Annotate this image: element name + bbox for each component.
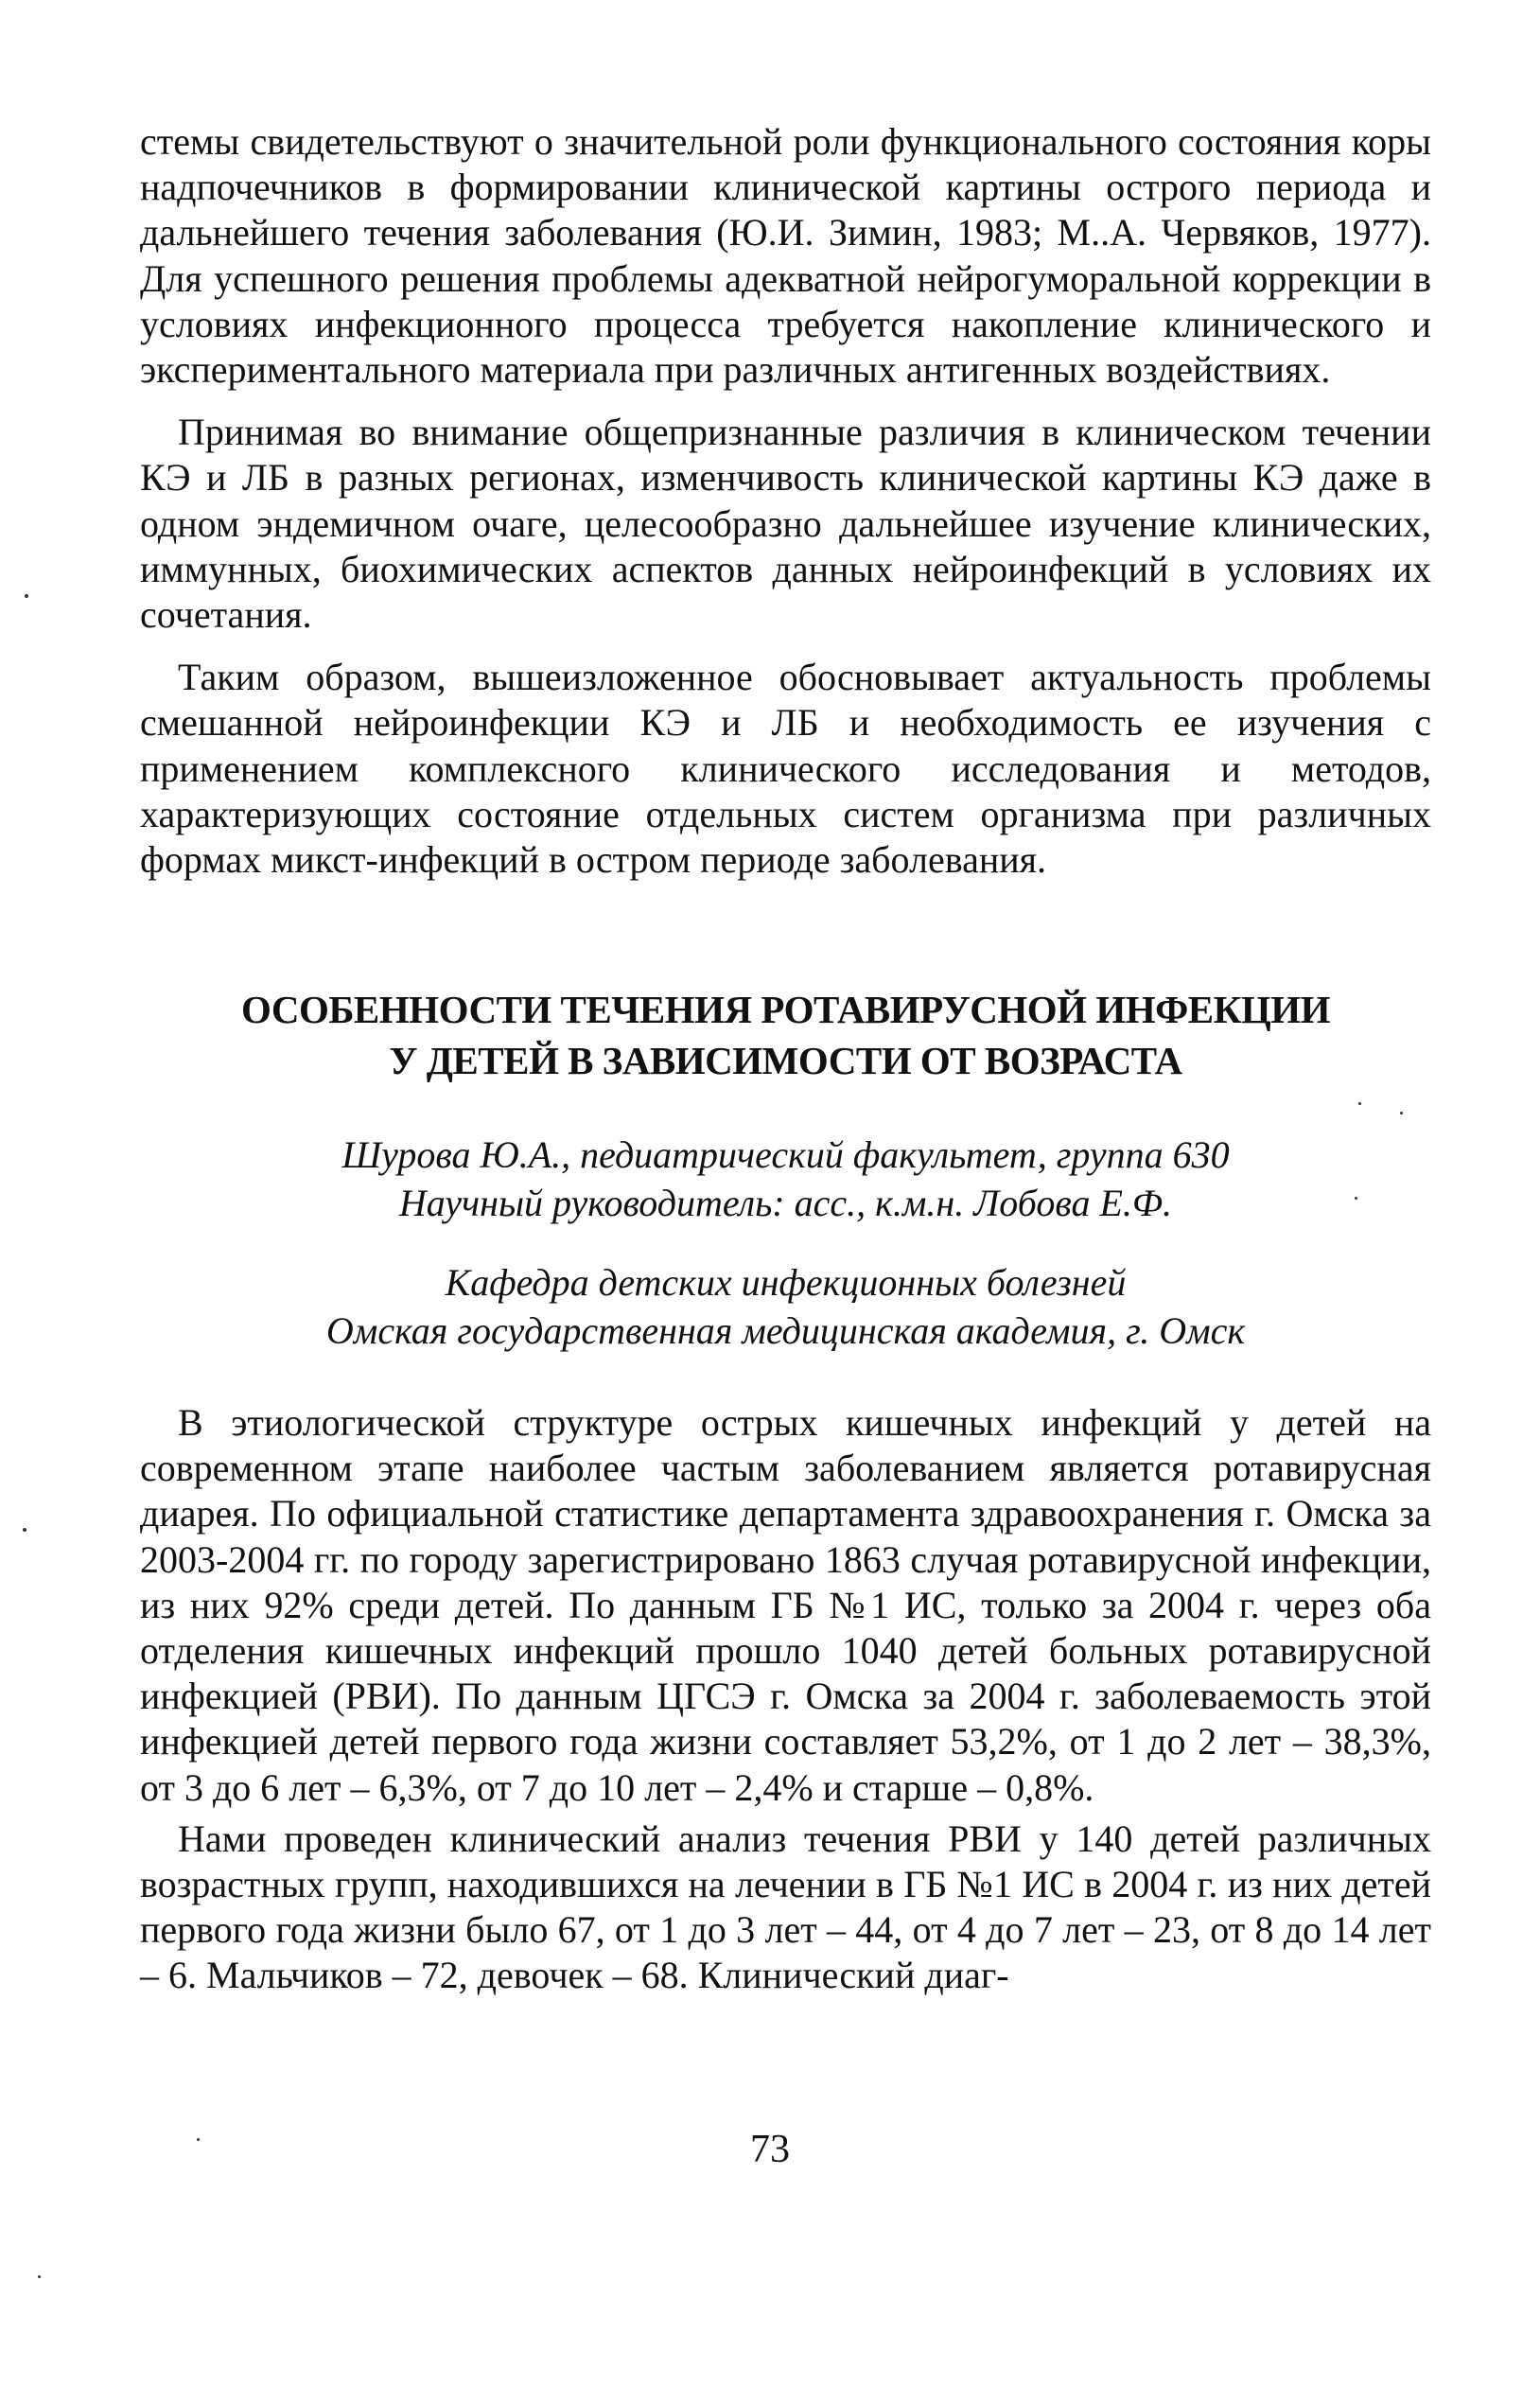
intro-paragraph: Таким образом, вышеизложенное обосновывает актуальность проблемы смешанной нейроинфекции КЭ и ЛБ и необходимость ее изучения с применением комплексного клинического исследования и методов, характеризующих состояние отдельных систем организма при различных формах микст-инфекций в остром периоде заболевания. [140,656,1431,882]
article-title-line: ОСОБЕННОСТИ ТЕЧЕНИЯ РОТАВИРУСНОЙ ИНФЕКЦИИ [240,988,1331,1031]
article-title-line: У ДЕТЕЙ В ЗАВИСИМОСТИ ОТ ВОЗРАСТА [389,1039,1182,1082]
article-authors [140,1131,1431,1227]
scan-speck [1400,1112,1403,1114]
institution-line: Омская государственная медицинская академия, г. Омск [325,1309,1246,1352]
supervisor-line: Научный руководитель: асс., к.м.н. Лобова Е.Ф. [398,1182,1173,1224]
scan-speck [1358,1102,1361,1105]
article-paragraph: В этиологической структуре острых кишечных инфекций у детей на современном этапе наиболее частым заболеванием является ротавирусная диарея. По официальной статистике департамента здравоохранения г. Омска за 2003-2004 гг. по городу зарегистрировано 1863 случая ротавирусной инфекции, из них 92% среди детей. По данным ГБ №1 ИС, только за 2004 г. через оба отделения кишечных инфекций прошло 1040 детей больных ротавирусной инфекцией (РВИ). По данным ЦГСЭ г. Омска за 2004 г. заболеваемость этой инфекцией детей первого года жизни составляет 53,2%, от 1 до 2 лет – 38,3%, от 3 до 6 лет – 6,3%, от 7 до 10 лет – 2,4% и старше – 0,8%. [140,1401,1431,1809]
scan-speck [1355,1197,1357,1200]
intro-text-block [140,119,1431,883]
author-line: Шурова Ю.А., педиатрический факультет, группа 630 [341,1133,1230,1176]
article-body [140,1400,1431,1999]
article-paragraph: Нами проведен клинический анализ течения РВИ у 140 детей различных возрастных групп, находившихся на лечении в ГБ №1 ИС в 2004 г. из них детей первого года жизни было 67, от 1 до 3 лет – 44, от 4 до 7 лет – 23, от 8 до 14 лет – 6. Мальчиков – 72, девочек – 68. Клинический диаг- [140,1816,1431,1997]
article-affiliation [140,1258,1431,1355]
page-number: 73 [750,2128,790,2171]
article-title [140,984,1431,1086]
intro-paragraph-continuation: стемы свидетельствуют о значительной роли функционального состояния коры надпочечников в формировании клинической картины острого периода и дальнейшего течения заболевания (Ю.И. Зимин, 1983; М..А. Червяков, 1977). Для успешного решения проблемы адекватной нейрогуморальной коррекции в условиях инфекционного процесса требуется накопление клинического и экспериментального материала при различных антигенных воздействиях. [140,120,1431,392]
scan-speck [25,594,28,598]
scan-speck [197,2138,200,2141]
scan-speck [23,1528,26,1532]
intro-paragraph: Принимая во внимание общепризнанные различия в клиническом течении КЭ и ЛБ в разных регионах, изменчивость клинической картины КЭ даже в одном эндемичном очаге, целесообразно дальнейшее изучение клинических, иммунных, биохимических аспектов данных нейроинфекций в условиях их сочетания. [140,411,1431,637]
department-line: Кафедра детских инфекционных болезней [445,1261,1127,1304]
scan-speck [38,2275,41,2278]
